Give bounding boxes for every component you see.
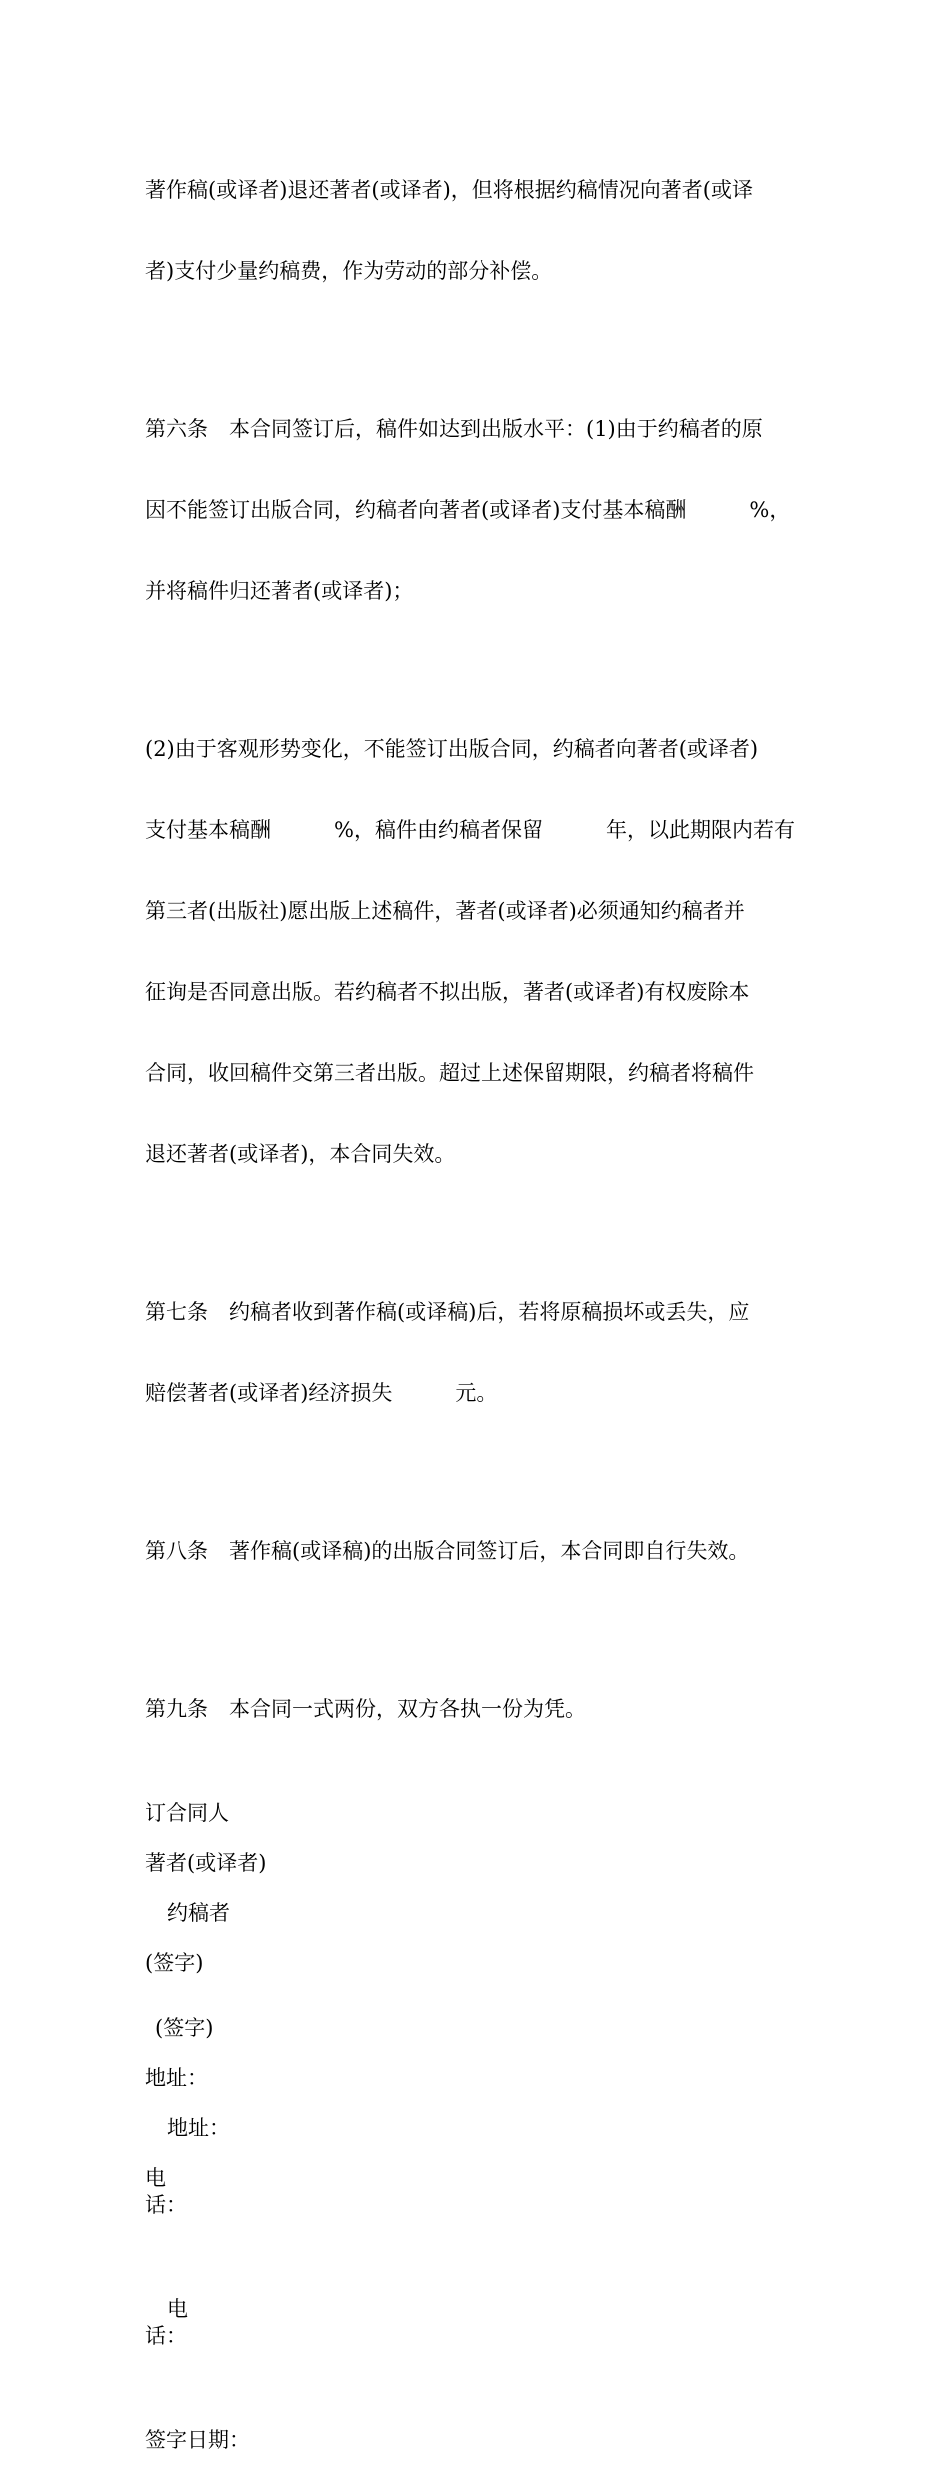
text-line: (2)由于客观形势变化，不能签订出版合同，约稿者向著者(或译者) [145, 737, 759, 761]
text-line: 因不能签订出版合同，约稿者向著者(或译者)支付基本稿酬 %， [145, 498, 791, 522]
author-phone: 电话： [145, 2166, 187, 2217]
text-line: 著作稿(或译者)退还著者(或译者)，但将根据约稿情况向著者(或译 [145, 178, 753, 202]
publisher-signature: (签字) [155, 2016, 214, 2040]
author-label: 著者(或译者) [145, 1851, 267, 1875]
publisher-phone-block [145, 2242, 193, 2404]
article-8 [145, 1484, 815, 1619]
text-line: 征询是否同意出版。若约稿者不拟出版，著者(或译者)有权废除本 [145, 980, 750, 1004]
text-line: 支付基本稿酬 %，稿件由约稿者保留 年，以此期限内若有 [145, 818, 795, 842]
article-6 [145, 362, 815, 659]
text-line: 退还著者(或译者)，本合同失效。 [145, 1142, 456, 1166]
text-line: 第九条 本合同一式两份，双方各执一份为凭。 [145, 1697, 586, 1721]
document-page [145, 123, 815, 2477]
publisher-label: 约稿者 [167, 1901, 230, 1925]
text-line: 并将稿件归还著者(或译者)； [145, 579, 414, 603]
author-signature: (签字) [145, 1951, 204, 1975]
article-9 [145, 1642, 815, 1777]
text-line: 第三者(出版社)愿出版上述稿件，著者(或译者)必须通知约稿者并 [145, 899, 745, 923]
article-6-clause-2 [145, 682, 815, 1222]
text-line: 赔偿著者(或译者)经济损失 元。 [145, 1381, 498, 1405]
text-line: 者)支付少量约稿费，作为劳动的部分补偿。 [145, 259, 553, 283]
text-line: 第八条 著作稿(或译稿)的出版合同签订后，本合同即自行失效。 [145, 1539, 750, 1563]
signature-heading: 订合同人 [145, 1801, 229, 1825]
text-line: 第七条 约稿者收到著作稿(或译稿)后，若将原稿损坏或丢失，应 [145, 1300, 750, 1324]
sign-date: 签字日期： [145, 2428, 250, 2452]
paragraph-5-continued [145, 123, 815, 339]
text-line: 合同，收回稿件交第三者出版。超过上述保留期限，约稿者将稿件 [145, 1061, 754, 1085]
text-line: 第六条 本合同签订后，稿件如达到出版水平：(1)由于约稿者的原 [145, 417, 763, 441]
publisher-address: 地址： [167, 2116, 230, 2140]
author-address: 地址： [145, 2066, 208, 2090]
publisher-phone: 电话： [145, 2297, 188, 2348]
article-7 [145, 1245, 815, 1461]
